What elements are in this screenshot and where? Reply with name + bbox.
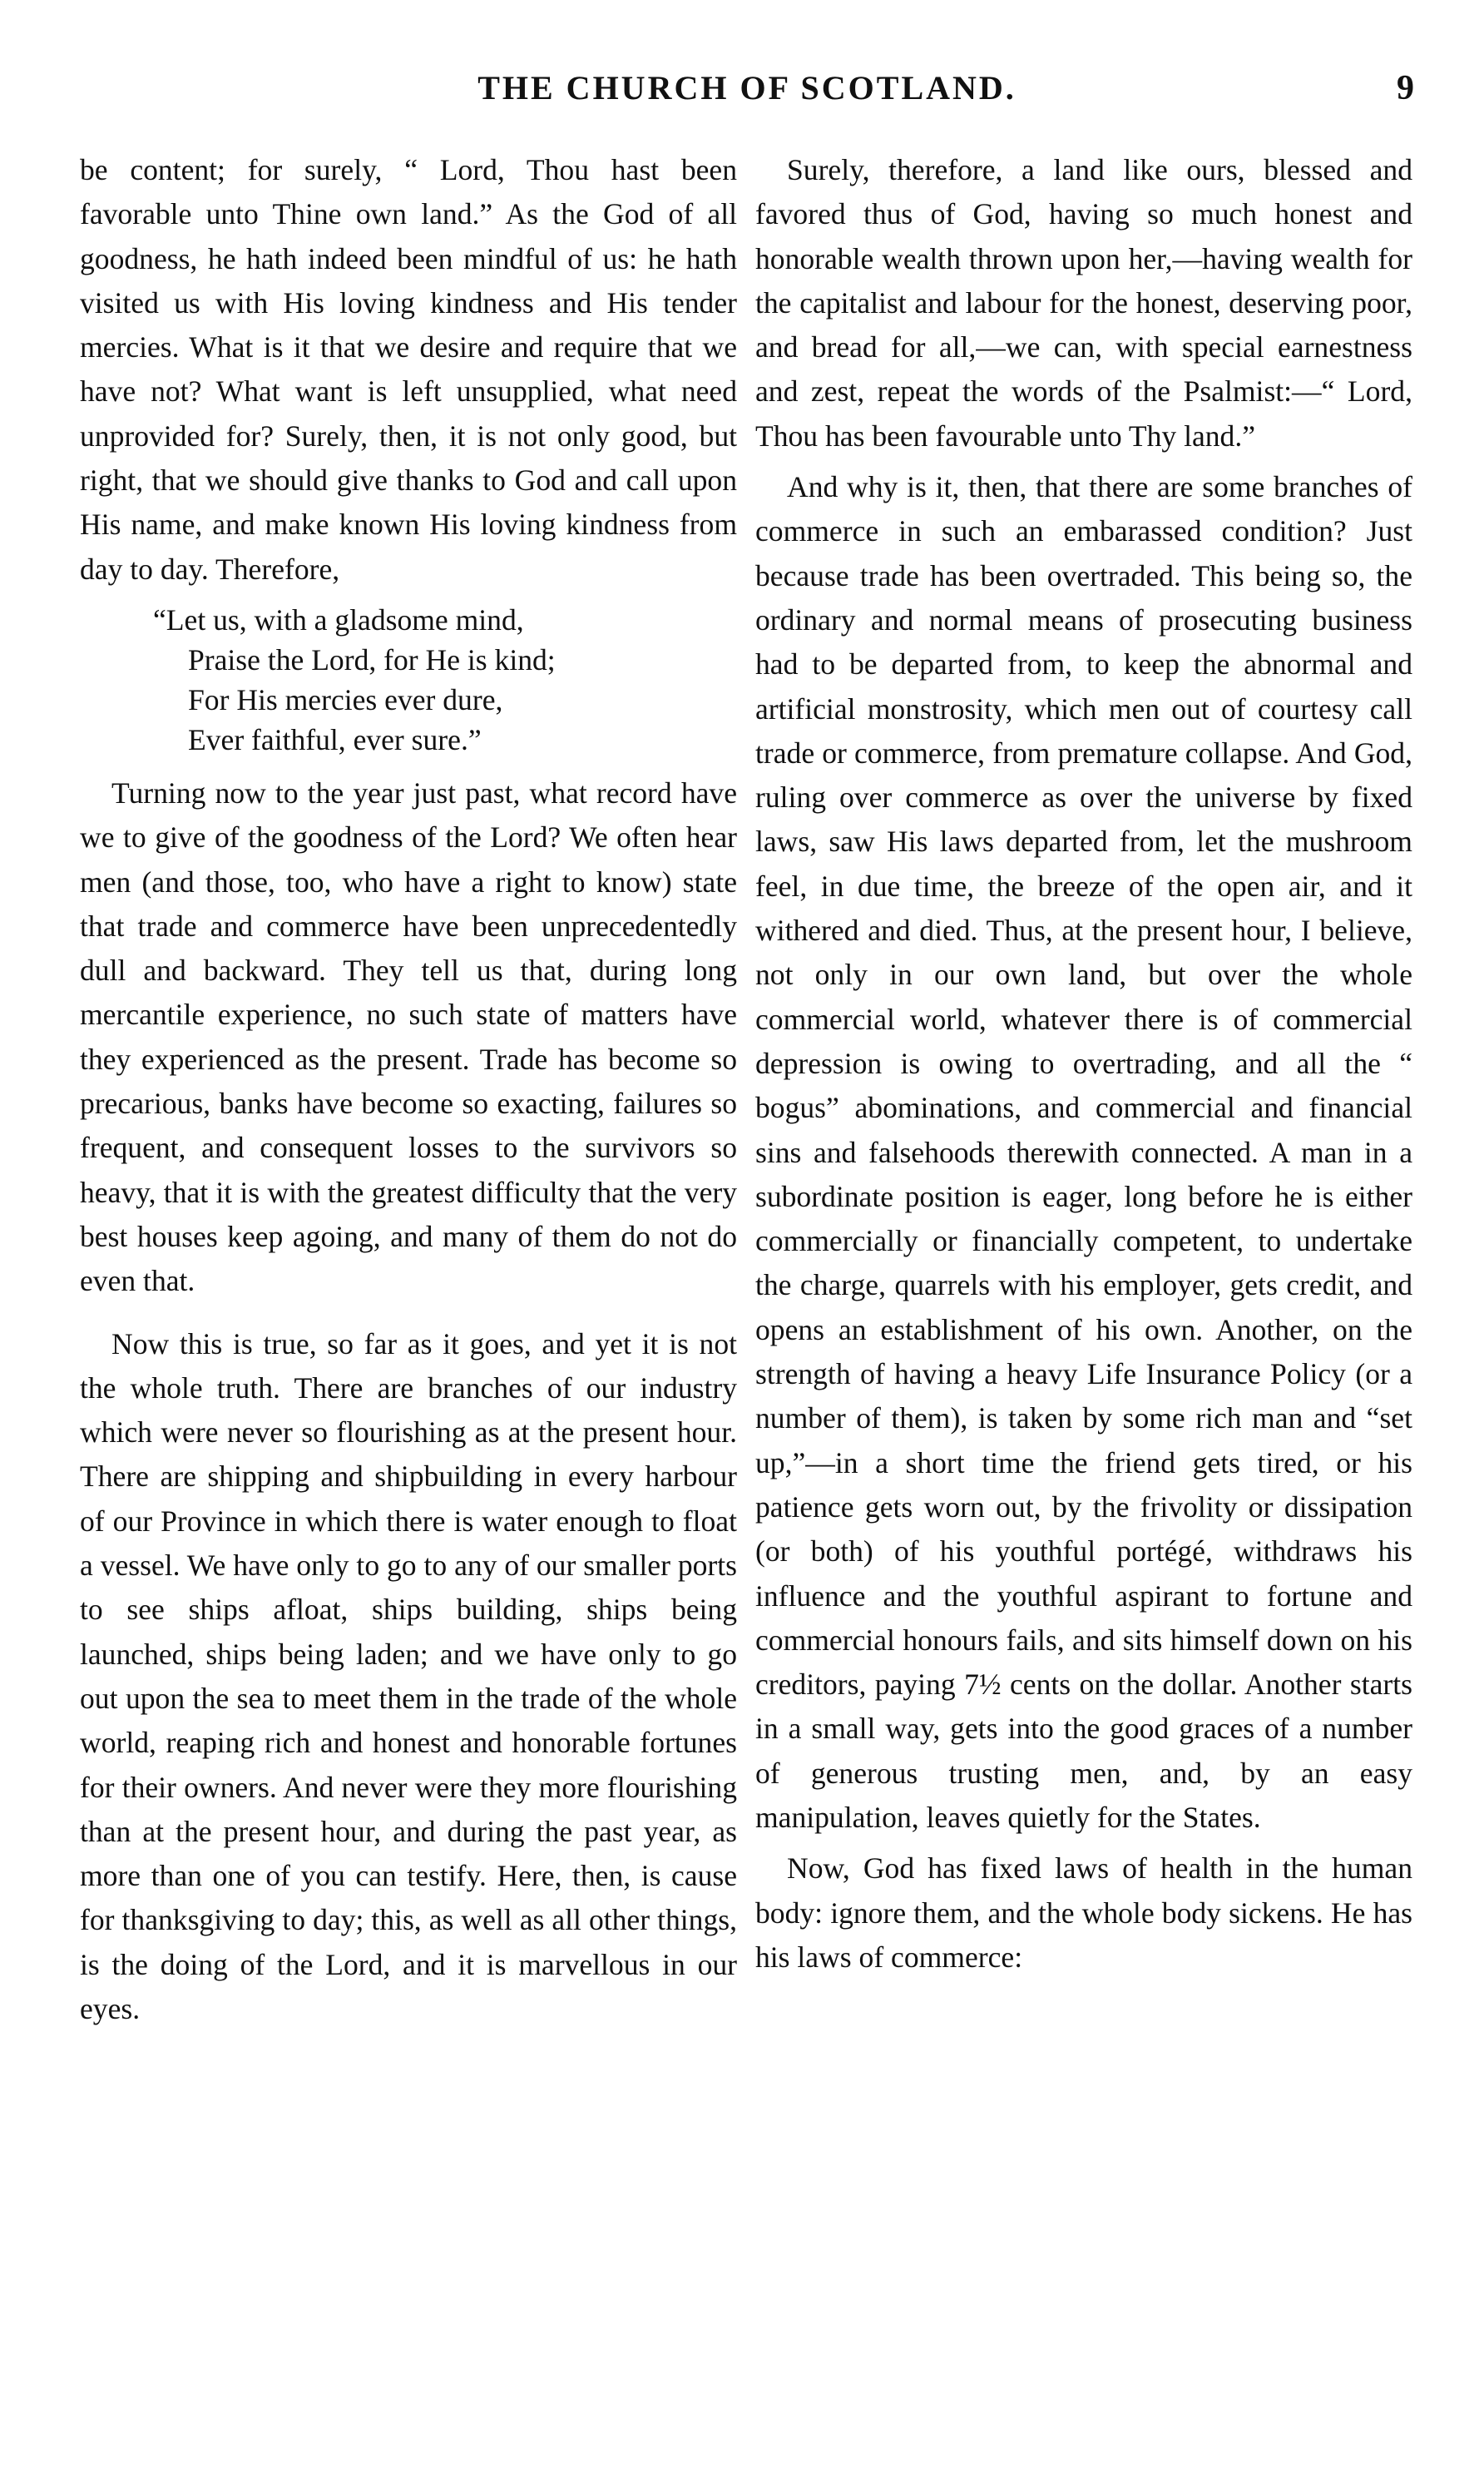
page-header xyxy=(80,68,1414,126)
paragraph-thanksgiving: be content; for surely, “ Lord, Thou hast been favorable unto Thine own land.” As the God of all goodness, he hath indeed been mindful of us: he hath visited us with His loving kindness and His tender mercies. What is it that we desire and require that we have not? What want is left unsupplied, what need unprovided for? Surely, then, it is not only good, but right, that we should give thanks to God and call upon His name, and make known His loving kindness from day to day. Therefore, xyxy=(80,153,737,586)
paragraph-overtrading: And why is it, then, that there are some branches of commerce in such an embarassed condition? Just because trade has been overtraded. This being so, the ordinary and normal means of prosecuting business had to be departed from, to keep the abnormal and artificial monstrosity, which men out of courtesy call trade or commerce, from premature collapse. And God, ruling over commerce as over the universe by fixed laws, saw His laws departed from, let the mushroom feel, in due time, the breeze of the open air, and it withered and died. Thus, at the present hour, I believe, not only in our own land, but over the whole commercial world, whatever there is of commercial depression is owing to overtrading, and all the “ bogus” abominations, and commercial and financial sins and falsehoods therewith connected. A man in a subordinate position is eager, long before he is either commercially or financially competent, to undertake the charge, quarrels with his employer, gets credit, and opens an establishment of his own. Another, on the strength of having a heavy Life Insurance Policy (or a number of them), is taken by some rich man and “set up,”—in a short time the friend gets tired, or his patience gets worn out, by the frivolity or dissipation (or both) of his youthful portégé, withdraws his influence and the youthful aspirant to fortune and commercial honours fails, and sits himself down on his creditors, paying 7½ cents on the dollar. Another starts in a small way, gets into the good graces of a number of generous trusting men, and, by an easy manipulation, leaves quietly for the States. xyxy=(755,470,1412,1834)
verse-line: “Let us, with a gladsome mind, xyxy=(153,602,524,637)
page-number: 9 xyxy=(1397,69,1414,107)
right-column xyxy=(755,148,1412,1980)
verse-line: Ever faithful, ever sure.” xyxy=(188,722,482,756)
verse-line: Praise the Lord, for He is kind; xyxy=(188,642,556,676)
running-title: THE CHURCH OF SCOTLAND. xyxy=(477,69,1017,107)
paragraph-favored-land: Surely, therefore, a land like ours, blessed and favored thus of God, having so much honest and honorable wealth thrown upon her,—having wealth for the capitalist and labour for the honest, deserving poor, and bread for all,—we can, with special earnestness and zest, repeat the words of the Psalmist:—“ Lord, Thou has been favourable unto Thy land.” xyxy=(755,153,1412,453)
verse-line: For His mercies ever dure, xyxy=(188,682,503,716)
paragraph-shipping: Now this is true, so far as it goes, and yet it is not the whole truth. There are branches of our industry which were never so flourishing as at the present hour. There are shipping and shipbuilding in every harbour of our Province in which there is water enough to float a vessel. We have only to go to any of our smaller ports to see ships afloat, ships building, ships being launched, ships being laden; and we have only to go out upon the sea to meet them in the trade of the whole world, reaping rich and honest and honorable fortunes for their owners. And never were they more flourishing than at the present hour, and during the past year, as more than one of you can testify. Here, then, is cause for thanksgiving to day; this, as well as all other things, is the doing of the Lord, and it is marvellous in our eyes. xyxy=(80,1326,737,2025)
left-column xyxy=(80,148,737,2031)
verse-quotation xyxy=(153,600,737,760)
paragraph-laws-of-health: Now, God has fixed laws of health in the human body: ignore them, and the whole body sickens. He has his laws of commerce: xyxy=(755,1851,1412,1974)
paragraph-year-past: Turning now to the year just past, what record have we to give of the goodness of the Lord? We often hear men (and those, too, who have a right to know) state that trade and commerce have been unprecedentedly dull and backward. They tell us that, during long mercantile experience, no such state of matters have they experienced as the present. Trade has become so precarious, banks have become so exacting, failures so frequent, and consequent losses to the survivors so heavy, that it is with the greatest difficulty that the very best houses keep agoing, and many of them do not do even that. xyxy=(80,776,737,1298)
